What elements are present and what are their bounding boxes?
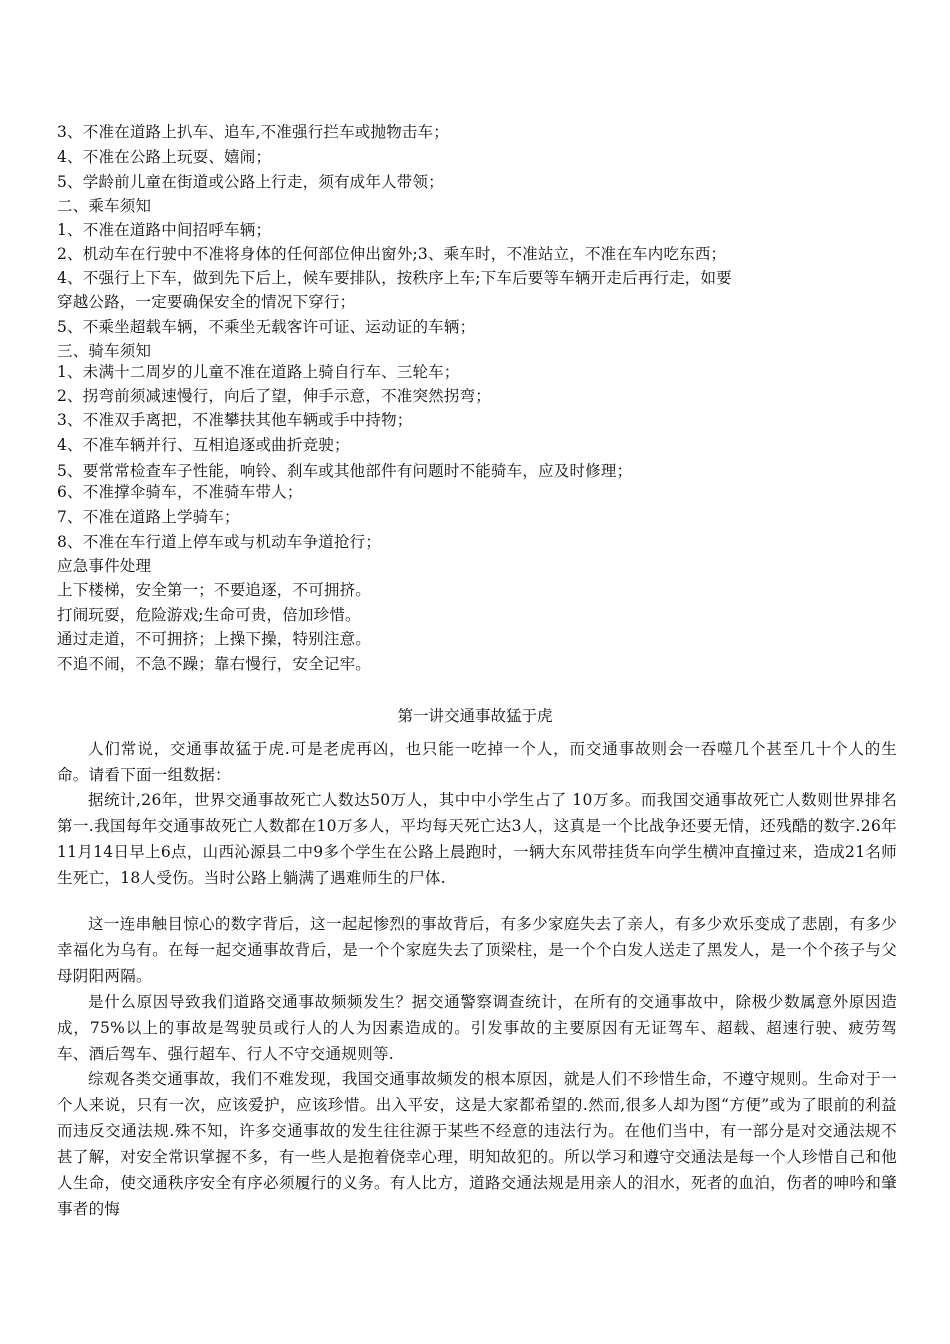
rhyme-line: 打闹玩耍，危险游戏;生命可贵，倍加珍惜。 xyxy=(57,606,361,624)
body-paragraph: 据统计,26年，世界交通事故死亡人数达50万人，其中中小学生占了 10万多。而我国交通事故死亡人数则世界排名第一.我国每年交通事故死亡人数都在10万多人，平均每天死亡达3人，这真是一个比战争还要无情，还残酷的数字.26年11月14日早上6点，山西沁源县二中9多个学生在公路上晨跑时，一辆大东风带挂货车向学生横冲直撞过来，造成21名师生死亡，18人受伤。当时公路上躺满了遇难师生的尸体. xyxy=(57,791,897,887)
body-paragraph: 人们常说，交通事故猛于虎.可是老虎再凶，也只能一吃掉一个人，而交通事故则会一吞噬几个甚至几十个人的生命。请看下面一组数据： xyxy=(57,740,897,784)
list-line: 1、不准在道路中间招呼车辆； xyxy=(57,221,272,239)
list-line: 4、不强行上下车，做到先下后上，候车要排队，按秩序上车;下车后要等车辆开走后再行走，如要 xyxy=(57,269,732,287)
body-paragraph: 综观各类交通事故，我们不难发现，我国交通事故频发的根本原因，就是人们不珍惜生命，不遵守规则。生命对于一个人来说，只有一次，应该爱护，应该珍惜。出入平安，这是大家都希望的.然而,很多人却为图“方便”或为了眼前的利益而违反交通法规.殊不知，许多交通事故的发生往往源于某些不经意的违法行为。在他们当中，有一部分是对交通法规不甚了解，对安全常识掌握不多，有一些人是抱着侥幸心理，明知故犯的。所以学习和遵守交通法是每一个人珍惜自己和他人生命，使交通秩序安全有序必须履行的义务。有人比方，道路交通法规是用亲人的泪水，死者的血泊，伤者的呻吟和肇事者的悔 xyxy=(57,1070,897,1218)
rhyme-line: 上下楼梯，安全第一；不要追逐，不可拥挤。 xyxy=(57,581,372,599)
list-line: 7、不准在道路上学骑车； xyxy=(57,508,240,526)
list-line: 1、未满十二周岁的儿童不准在道路上骑自行车、三轮车； xyxy=(57,363,460,381)
body-paragraph: 这一连串触目惊心的数字背后，这一起起惨烈的事故背后，有多少家庭失去了亲人，有多少欢乐变成了悲剧，有多少幸福化为乌有。在每一起交通事故背后，是一个个家庭失去了顶梁柱，是一个个白发人送走了黑发人，是一个个孩子与父母阴阳两隔。 xyxy=(57,915,897,985)
list-line: 5、不乘坐超载车辆，不乘坐无载客许可证、运动证的车辆； xyxy=(57,318,476,336)
section-heading: 应急事件处理 xyxy=(57,557,152,575)
list-line: 穿越公路，一定要确保安全的情况下穿行； xyxy=(57,293,356,311)
list-line: 5、学龄前儿童在街道或公路上行走，须有成年人带领； xyxy=(57,173,444,191)
body-paragraph: 是什么原因导致我们道路交通事故频频发生？据交通警察调查统计，在所有的交通事故中，除极少数属意外原因造成，75%以上的事故是驾驶员或行人的人为因素造成的。引发事故的主要原因有无证驾车、超载、超速行驶、疲劳驾车、酒后驾车、强行超车、行人不守交通规则等. xyxy=(57,993,897,1063)
rhyme-line: 不追不闹，不急不躁；靠右慢行，安全记牢。 xyxy=(57,655,372,673)
section-title: 第一讲交通事故猛于虎 xyxy=(397,707,553,725)
list-line: 3、不准在道路上扒车、追车,不准强行拦车或抛物击车； xyxy=(57,123,449,141)
list-line: 5、要常常检查车子性能，响铃、刹车或其他部件有问题时不能骑车，应及时修理； xyxy=(57,462,633,480)
section-heading: 二、乘车须知 xyxy=(57,197,152,215)
list-line: 4、不准车辆并行、互相追逐或曲折竞驶； xyxy=(57,436,350,454)
list-line: 2、机动车在行驶中不准将身体的任何部位伸出窗外;3、乘车时，不准站立，不准在车内吃东西； xyxy=(57,245,727,263)
section-heading: 三、骑车须知 xyxy=(57,342,152,360)
rhyme-line: 通过走道，不可拥挤；上操下操，特别注意。 xyxy=(57,630,372,648)
list-line: 6、不准撑伞骑车，不准骑车带人； xyxy=(57,483,303,501)
list-line: 2、拐弯前须减速慢行，向后了望，伸手示意，不准突然拐弯； xyxy=(57,387,491,405)
list-line: 8、不准在车行道上停车或与机动车争道抢行； xyxy=(57,533,382,551)
list-line: 4、不准在公路上玩耍、嬉闹； xyxy=(57,148,272,166)
list-line: 3、不准双手离把，不准攀扶其他车辆或手中持物； xyxy=(57,411,413,429)
